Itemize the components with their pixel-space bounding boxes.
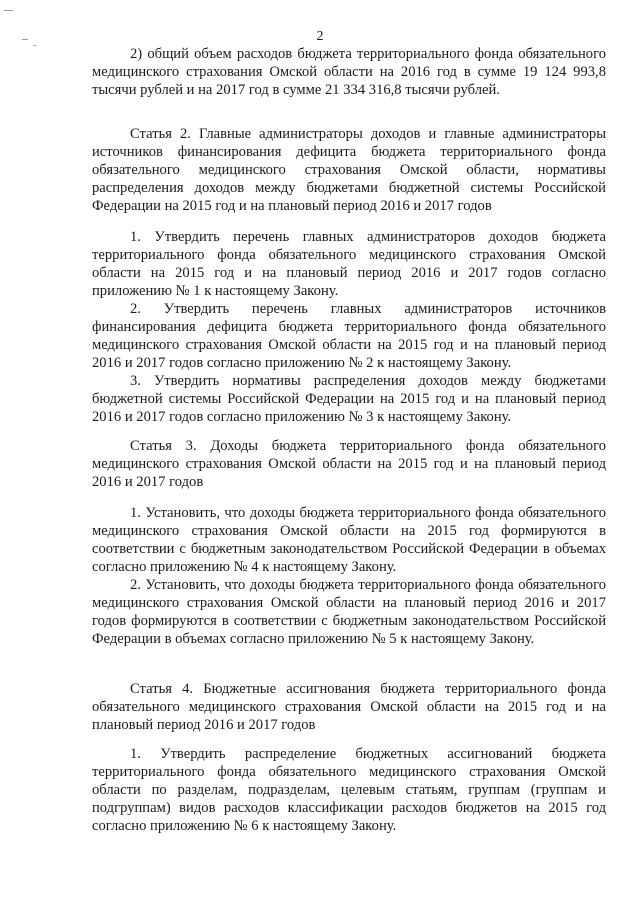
page-number: 2	[316, 29, 324, 44]
article-2-item-3: 3. Утвердить нормативы распределения доходов между бюджетами бюджетной системы Российской Федерации на 2015 год и на плановый период 2016 и 2017 годов согласно приложению № 3 к настоящему Закону.	[92, 373, 606, 425]
article-2-item-1: 1. Утвердить перечень главных администраторов доходов бюджета территориального фонда обязательного медицинского страхования Омской области на 2015 год и на плановый период 2016 и 2017 годов согласно приложению № 1 к настоящему Закону.	[92, 229, 606, 299]
paragraph-total-expenses: 2) общий объем расходов бюджета территориального фонда обязательного медицинского страхования Омской области на 2016 год в сумме 19 124 993,8 тысячи рублей и на 2017 год в сумме 21 334 316,8 тысячи рублей.	[92, 46, 606, 98]
article-2-heading: Статья 2. Главные администраторы доходов и главные администраторы источников финансирования дефицита бюджета территориального фонда обязательного медицинского страхования Омской области, нормативы распределения доходов между бюджетами бюджетной системы Российской Федерации на 2015 год и на плановый период 2016 и 2017 годов	[92, 126, 606, 214]
article-4-item-1: 1. Утвердить распределение бюджетных ассигнований бюджета территориального фонда обязательного медицинского страхования Омской области по разделам, подразделам, целевым статьям, группам (группам и подгруппам) видов расходов классификации расходов бюджетов на 2015 год согласно приложению № 6 к настоящему Закону.	[92, 746, 606, 834]
article-3-item-1: 1. Установить, что доходы бюджета территориального фонда обязательного медицинского страхования Омской области на 2015 год формируются в соответствии с бюджетным законодательством Российской Федерации в объемах согласно приложению № 4 к настоящему Закону.	[92, 505, 606, 575]
article-3-heading: Статья 3. Доходы бюджета территориального фонда обязательного медицинского страхования Омской области на 2015 год и на плановый период 2016 и 2017 годов	[92, 438, 606, 490]
scan-mark	[4, 10, 13, 11]
article-2-item-2: 2. Утвердить перечень главных администраторов источников финансирования дефицита бюджета территориального фонда обязательного медицинского страхования Омской области на 2015 год и на плановый период 2016 и 2017 годов согласно приложению № 2 к настоящему Закону.	[92, 301, 606, 371]
article-4-heading: Статья 4. Бюджетные ассигнования бюджета территориального фонда обязательного медицинского страхования Омской области на 2015 год и на плановый период 2016 и 2017 годов	[92, 681, 606, 733]
article-3-item-2: 2. Установить, что доходы бюджета территориального фонда обязательного медицинского страхования Омской области на плановый период 2016 и 2017 годов формируются в соответствии с бюджетным законодательством Российской Федерации в объемах согласно приложению № 5 к настоящему Закону.	[92, 577, 606, 647]
